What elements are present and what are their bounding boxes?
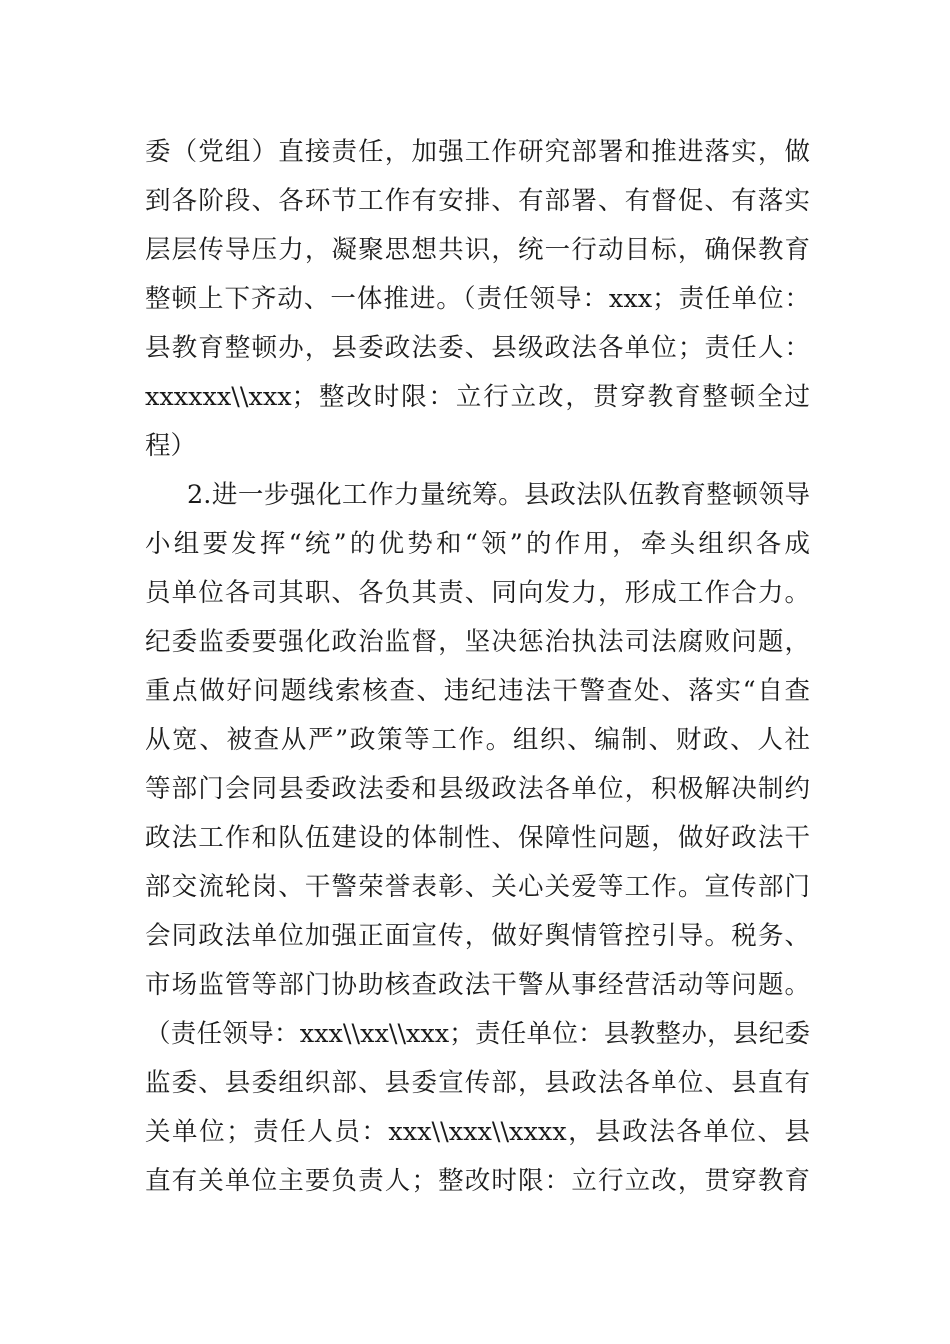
text-line: 部交流轮岗、干警荣誉表彰、关心关爱等工作。宣传部门 [145,872,810,902]
text-line: 政法工作和队伍建设的体制性、保障性问题，做好政法干 [145,823,810,853]
text-line: 层层传导压力，凝聚思想共识，统一行动目标，确保教育 [145,235,810,265]
text-line: 整顿上下齐动、一体推进。（责任领导：xxx；责任单位： [145,284,810,314]
text-line: （责任领导：xxx\\xx\\xxx；责任单位：县教整办，县纪委 [145,1019,810,1049]
text-line: 市场监管等部门协助核查政法干警从事经营活动等问题。 [145,970,810,1000]
text-line: 纪委监委要强化政治监督，坚决惩治执法司法腐败问题， [145,627,810,657]
paragraph-end-line: 程） [145,431,197,461]
text-line: 会同政法单位加强正面宣传，做好舆情管控引导。税务、 [145,921,810,951]
text-line: 直有关单位主要负责人；整改时限：立行立改，贯穿教育 [145,1166,810,1196]
text-line: 县教育整顿办，县委政法委、县级政法各单位；责任人： [145,333,810,363]
text-line: 委（党组）直接责任，加强工作研究部署和推进落实，做 [145,137,810,167]
document-body [145,128,810,1206]
text-line: 小组要发挥“统”的优势和“领”的作用，牵头组织各成 [145,529,810,559]
text-line: 从宽、被查从严”政策等工作。组织、编制、财政、人社 [145,725,810,755]
text-line: 重点做好问题线索核查、违纪违法干警查处、落实“自查 [145,676,810,706]
text-line: 员单位各司其职、各负其责、同向发力，形成工作合力。 [145,578,810,608]
text-line: 关单位；责任人员：xxx\\xxx\\xxxx，县政法各单位、县 [145,1117,810,1147]
text-line: xxxxxx\\xxx；整改时限：立行立改，贯穿教育整顿全过 [145,382,810,412]
text-line: 等部门会同县委政法委和县级政法各单位，积极解决制约 [145,774,810,804]
text-line: 到各阶段、各环节工作有安排、有部署、有督促、有落实 [145,186,810,216]
section-heading-line: 2.进一步强化工作力量统筹。县政法队伍教育整顿领导 [187,480,810,510]
text-line: 监委、县委组织部、县委宣传部，县政法各单位、县直有 [145,1068,810,1098]
